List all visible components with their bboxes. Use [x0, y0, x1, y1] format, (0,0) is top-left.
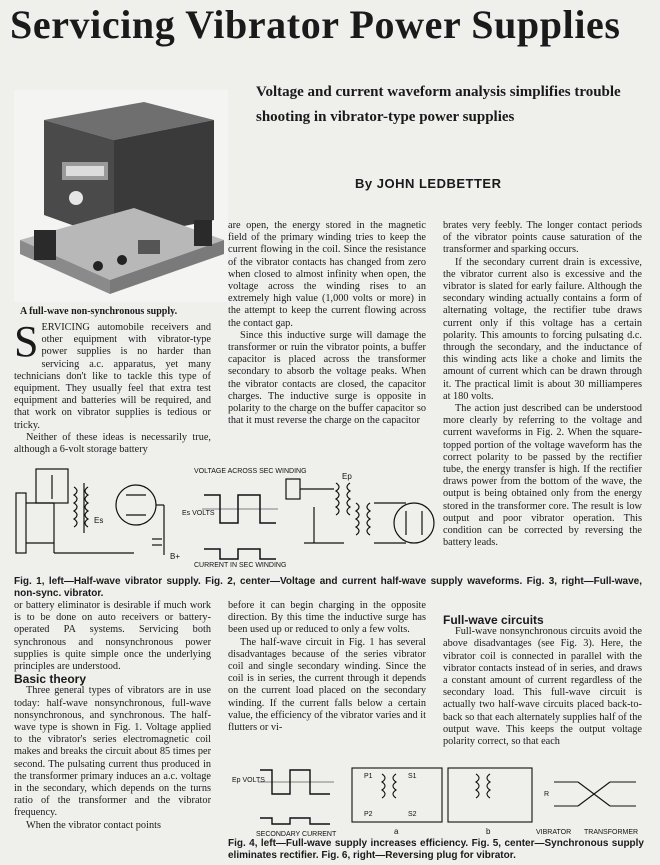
paragraph-intro: [14, 317, 211, 432]
fig5-label-a: a: [394, 827, 399, 836]
paragraph: or battery eliminator is desirable if much work is to be done on auto receivers or battery-operated PA systems. Servicing both synchronous and nonsynchronous power supplies is quite simple once the underlying principles are understood.: [14, 600, 211, 673]
section-heading-basic-theory: Basic theory: [14, 672, 87, 687]
paragraph: brates very feebly. The longer contact periods of the vibrator points cause saturation of the transformer and sparking occurs.: [443, 220, 642, 256]
fig5-label-b: b: [486, 827, 491, 836]
fig3-label-ep: Ep: [342, 472, 352, 481]
column-2-top: [228, 220, 426, 427]
paragraph: Full-wave nonsynchronous circuits avoid the above disadvantages (see Fig. 3). Here, the vibrator coil is connected in parallel with the vibrator contacts instead of in series, and draws a constant amount of current regardless of the secondary load. This full-wave circuit is actually two half-wave circuits placed back-to-back so that each alternately supplies half of the output wave. This keeps the output voltage polarity correct, so that each: [443, 626, 642, 748]
column-3-bottom: [443, 614, 642, 748]
author-byline: By JOHN LEDBETTER: [355, 176, 502, 191]
fig3-full-wave-schematic: [286, 479, 434, 543]
fig5-label-p2: P2: [364, 811, 373, 818]
paragraph: Since this inductive surge will damage the transformer or ruin the vibrator points, a buffer capacitor is placed across the transformer secondary to absorb the voltage peaks. When the vibrator contacts are closed, the capacitor charges. The inductive surge is opposite in polarity to the charge on the buffer capacitor so that it must reverse the charge on the capacitor: [228, 329, 426, 427]
figures-1-2-3: [14, 463, 644, 575]
column-1-top: [14, 317, 211, 456]
paragraph: Neither of these ideas is necessarily true, although a 6-volt storage battery: [14, 431, 211, 456]
figures-4-5-6: [232, 760, 644, 848]
paragraph: are open, the energy stored in the magnetic field of the primary winding tries to keep the current flowing in the coil. Since the resistance of the vibrator contacts has changed from zero when closed to almost infinity when open, the voltage across the winding rises to an extremely high value (1,000 volts or more) in the attempt to keep the current flowing across the contact gap.: [228, 220, 426, 329]
paragraph: If the secondary current drain is excessive, the vibrator current also is excessive and the vibrator is slated for early failure. Although the secondary winding actually contains a form of alternating voltage, the rectifier tube draws current only if this voltage has a certain polarity. This amounts to forcing pulsating d.c. through the secondary, and the inductance of this winding acts like a choke and limits the amount of current which can be drawn through it. The practical limit is about 30 milliamperes at 180 volts.: [443, 256, 642, 402]
article-subtitle: Voltage and current waveform analysis simplifies trouble shooting in vibrator-type power supplies: [256, 84, 621, 125]
paragraph: before it can begin charging in the opposite direction. By this time the inductive surge has been used up or reduced to only a few volts.: [228, 600, 426, 636]
column-2-bottom: [228, 600, 426, 734]
fig1-label-b-plus: B+: [170, 552, 181, 561]
fig6-transformer: TRANSFORMER: [584, 829, 639, 836]
section-heading-full-wave-circuits: Full-wave circuits: [443, 613, 544, 627]
paragraph: The action just described can be understood more clearly by referring to the voltage and current waveforms in Fig. 2. When the square-topped portion of the voltage waveform has the correct polarity to be passed by the rectifier tube, the energy transfer is high. If the rectifier draws power from the bottom of the wave, the output is being obtained only from the energy stored in the transformer core. The result is low output and poor vibrator operation. This condition can be corrected by reversing the battery leads.: [443, 403, 642, 549]
column-1-bottom: [14, 600, 211, 832]
paragraph: When the vibrator contact points: [26, 819, 161, 831]
fig4-ep-volts: Ep VOLTS: [232, 777, 265, 784]
fig6-label-r: R: [544, 791, 550, 798]
fig6-vibrator: VIBRATOR: [536, 829, 572, 836]
fig2-es-volts: Es VOLTS: [182, 510, 215, 517]
figure-caption-2: Fig. 4, left—Full-wave supply increases efficiency. Fig. 5, center—Synchronous supply eliminates rectifier. Fig. 6, right—Reversing plug for vibrator.: [228, 838, 644, 861]
fig4-secondary-current: SECONDARY CURRENT: [256, 831, 337, 838]
fig5-label-s1: S1: [408, 773, 417, 780]
fig5-label-p1: P1: [364, 773, 373, 780]
paragraph: Three general types of vibrators are in use today: half-wave nonsynchronous, full-wave nonsynchronous, and synchronous. The half-wave type is shown in Fig. 1. Voltage applied to the vibrator's series electromagnetic coil makes and breaks the circuit about 85 times per second. The pulsating current thus produced in the transformer primary induces an a.c. voltage in the secondary, which depends on the turns ratio of the transformer and the vibrator frequency.: [14, 685, 211, 819]
fig2-voltage-label: VOLTAGE ACROSS SEC WINDING: [194, 468, 307, 475]
article-title: Servicing Vibrator Power Supplies: [10, 2, 621, 47]
fig1-half-wave-schematic: [16, 469, 164, 555]
fig2-current-label: CURRENT IN SEC WINDING: [194, 562, 287, 569]
fig5-b-schematic: [448, 768, 532, 822]
fig5-label-s2: S2: [408, 811, 417, 818]
fig6-reversing-plug: [554, 782, 636, 806]
vibrator-supply-photo: [14, 90, 228, 302]
fig1-label-es: Es: [94, 516, 104, 525]
paragraph-intro-text: ERVICING automobile receivers and other equipment with vibrator-type power supplies is no harder than servicing a.c. apparatus, yet many technicians don't like to tackle this type of equipment. They usually feel that extra test equipment and batteries will be required, and that work on vibrator supplies is tedious or tricky.: [14, 322, 211, 431]
photo-caption: A full-wave non-synchronous supply.: [20, 306, 178, 317]
fig4-waveforms: [232, 770, 337, 838]
drop-cap: S: [14, 317, 39, 366]
paragraph: The half-wave circuit in Fig. 1 has several disadvantages because of the series vibrator coil and single secondary winding. Since the coil is in series, the current through it depends on the current load placed on the secondary winding. If the current falls below a certain value, the efficiency of the vibrator varies and it flutters or vi-: [228, 636, 426, 734]
fig2-waveforms: [182, 468, 307, 569]
figure-caption-1: Fig. 1, left—Half-wave vibrator supply. Fig. 2, center—Voltage and current half-wave supply waveforms. Fig. 3, right—Full-wave, non-sync. vibrator.: [14, 576, 642, 599]
